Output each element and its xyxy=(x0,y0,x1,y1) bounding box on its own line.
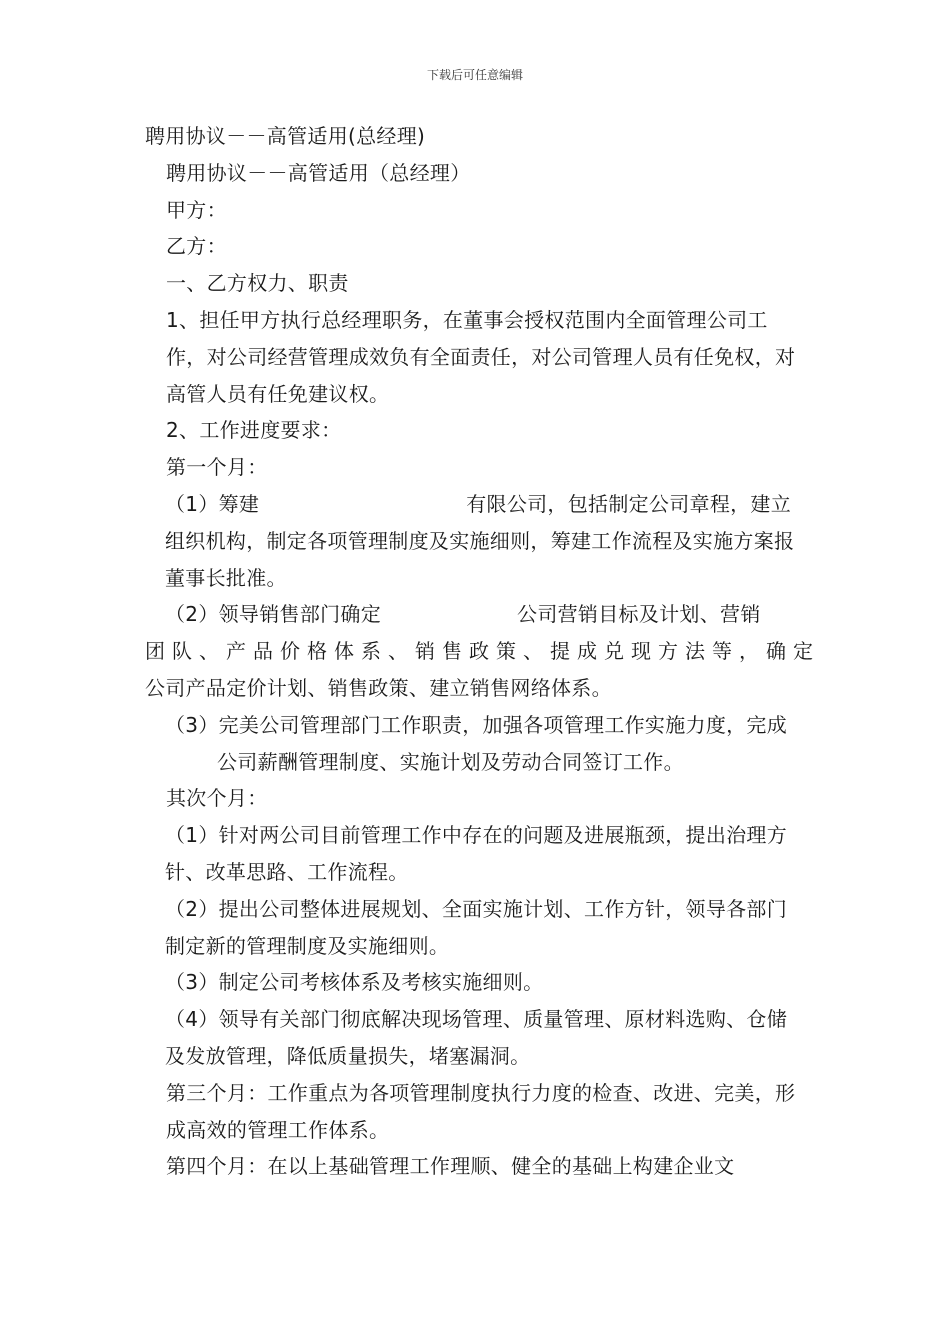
month-1-task-3-rest: 公司薪酬管理制度、实施计划及劳动合同签订工作。 xyxy=(217,749,684,774)
month-3-paragraph: 第三个月：工作重点为各项管理制度执行力度的检查、改进、完美，形成高效的管理工作体系。 xyxy=(166,1080,796,1142)
month-2-task-3: （3）制定公司考核体系及考核实施细则。 xyxy=(165,970,544,995)
month-1-task-2-rest: 公司营销目标及计划、营销 xyxy=(517,602,761,627)
page-header: 下载后可任意编辑 xyxy=(426,68,523,82)
month-2-heading: 其次个月： xyxy=(166,786,268,811)
month-1-task-1-rest: 有限公司，包括制定公司章程，建立组织机构，制定各项管理制度及实施细则，筹建工作流程及实施方案报董事长批准。 xyxy=(165,491,795,590)
document-title: 聘用协议－－高管适用(总经理) xyxy=(145,124,426,148)
month-1-task-2-start: （2）领导销售部门确定 xyxy=(165,602,382,627)
month-1-task-1 xyxy=(145,486,807,596)
month-4-paragraph: 第四个月：在以上基础管理工作理顺、健全的基础上构建企业文 xyxy=(166,1154,735,1179)
party-a-line: 甲方： xyxy=(166,197,227,222)
month-1-task-2-line-2: 团队、产品价格体系、销售政策、提成兑现方法等，确定 xyxy=(145,639,820,664)
paragraph-item-1: 1、担任甲方执行总经理职务，在董事会授权范围内全面管理公司工作，对公司经营管理成效负有全面责任，对公司管理人员有任免权，对高管人员有任免建议权。 xyxy=(166,307,796,406)
month-1-task-2-line-3: 公司产品定价计划、销售政策、建立销售网络体系。 xyxy=(145,675,612,700)
document-body xyxy=(145,118,820,1185)
month-2-task-2: （2）提出公司整体进展规划、全面实施计划、工作方针，领导各部门制定新的管理制度及实施细则。 xyxy=(165,896,788,958)
month-2-task-4: （4）领导有关部门彻底解决现场管理、质量管理、原材料选购、仓储及发放管理，降低质量损失，堵塞漏洞。 xyxy=(165,1007,788,1068)
section-heading: 一、乙方权力、职责 xyxy=(166,271,349,296)
party-b-line: 乙方： xyxy=(166,234,227,259)
month-1-task-3 xyxy=(145,707,807,781)
month-2-task-1: （1）针对两公司目前管理工作中存在的问题及进展瓶颈，提出治理方针、改革思路、工作流程。 xyxy=(165,823,788,884)
document-subtitle: 聘用协议－－高管适用（总经理） xyxy=(166,160,471,185)
month-1-task-1-start: （1）筹建 xyxy=(165,491,260,516)
paragraph-item-2: 2、工作进度要求： xyxy=(166,418,342,443)
month-1-task-3-start: （3）完美公司管理部门工作职责，加强各项管理工作实施力度，完成 xyxy=(165,712,788,737)
month-1-heading: 第一个月： xyxy=(166,455,268,480)
month-1-task-2 xyxy=(145,596,807,633)
